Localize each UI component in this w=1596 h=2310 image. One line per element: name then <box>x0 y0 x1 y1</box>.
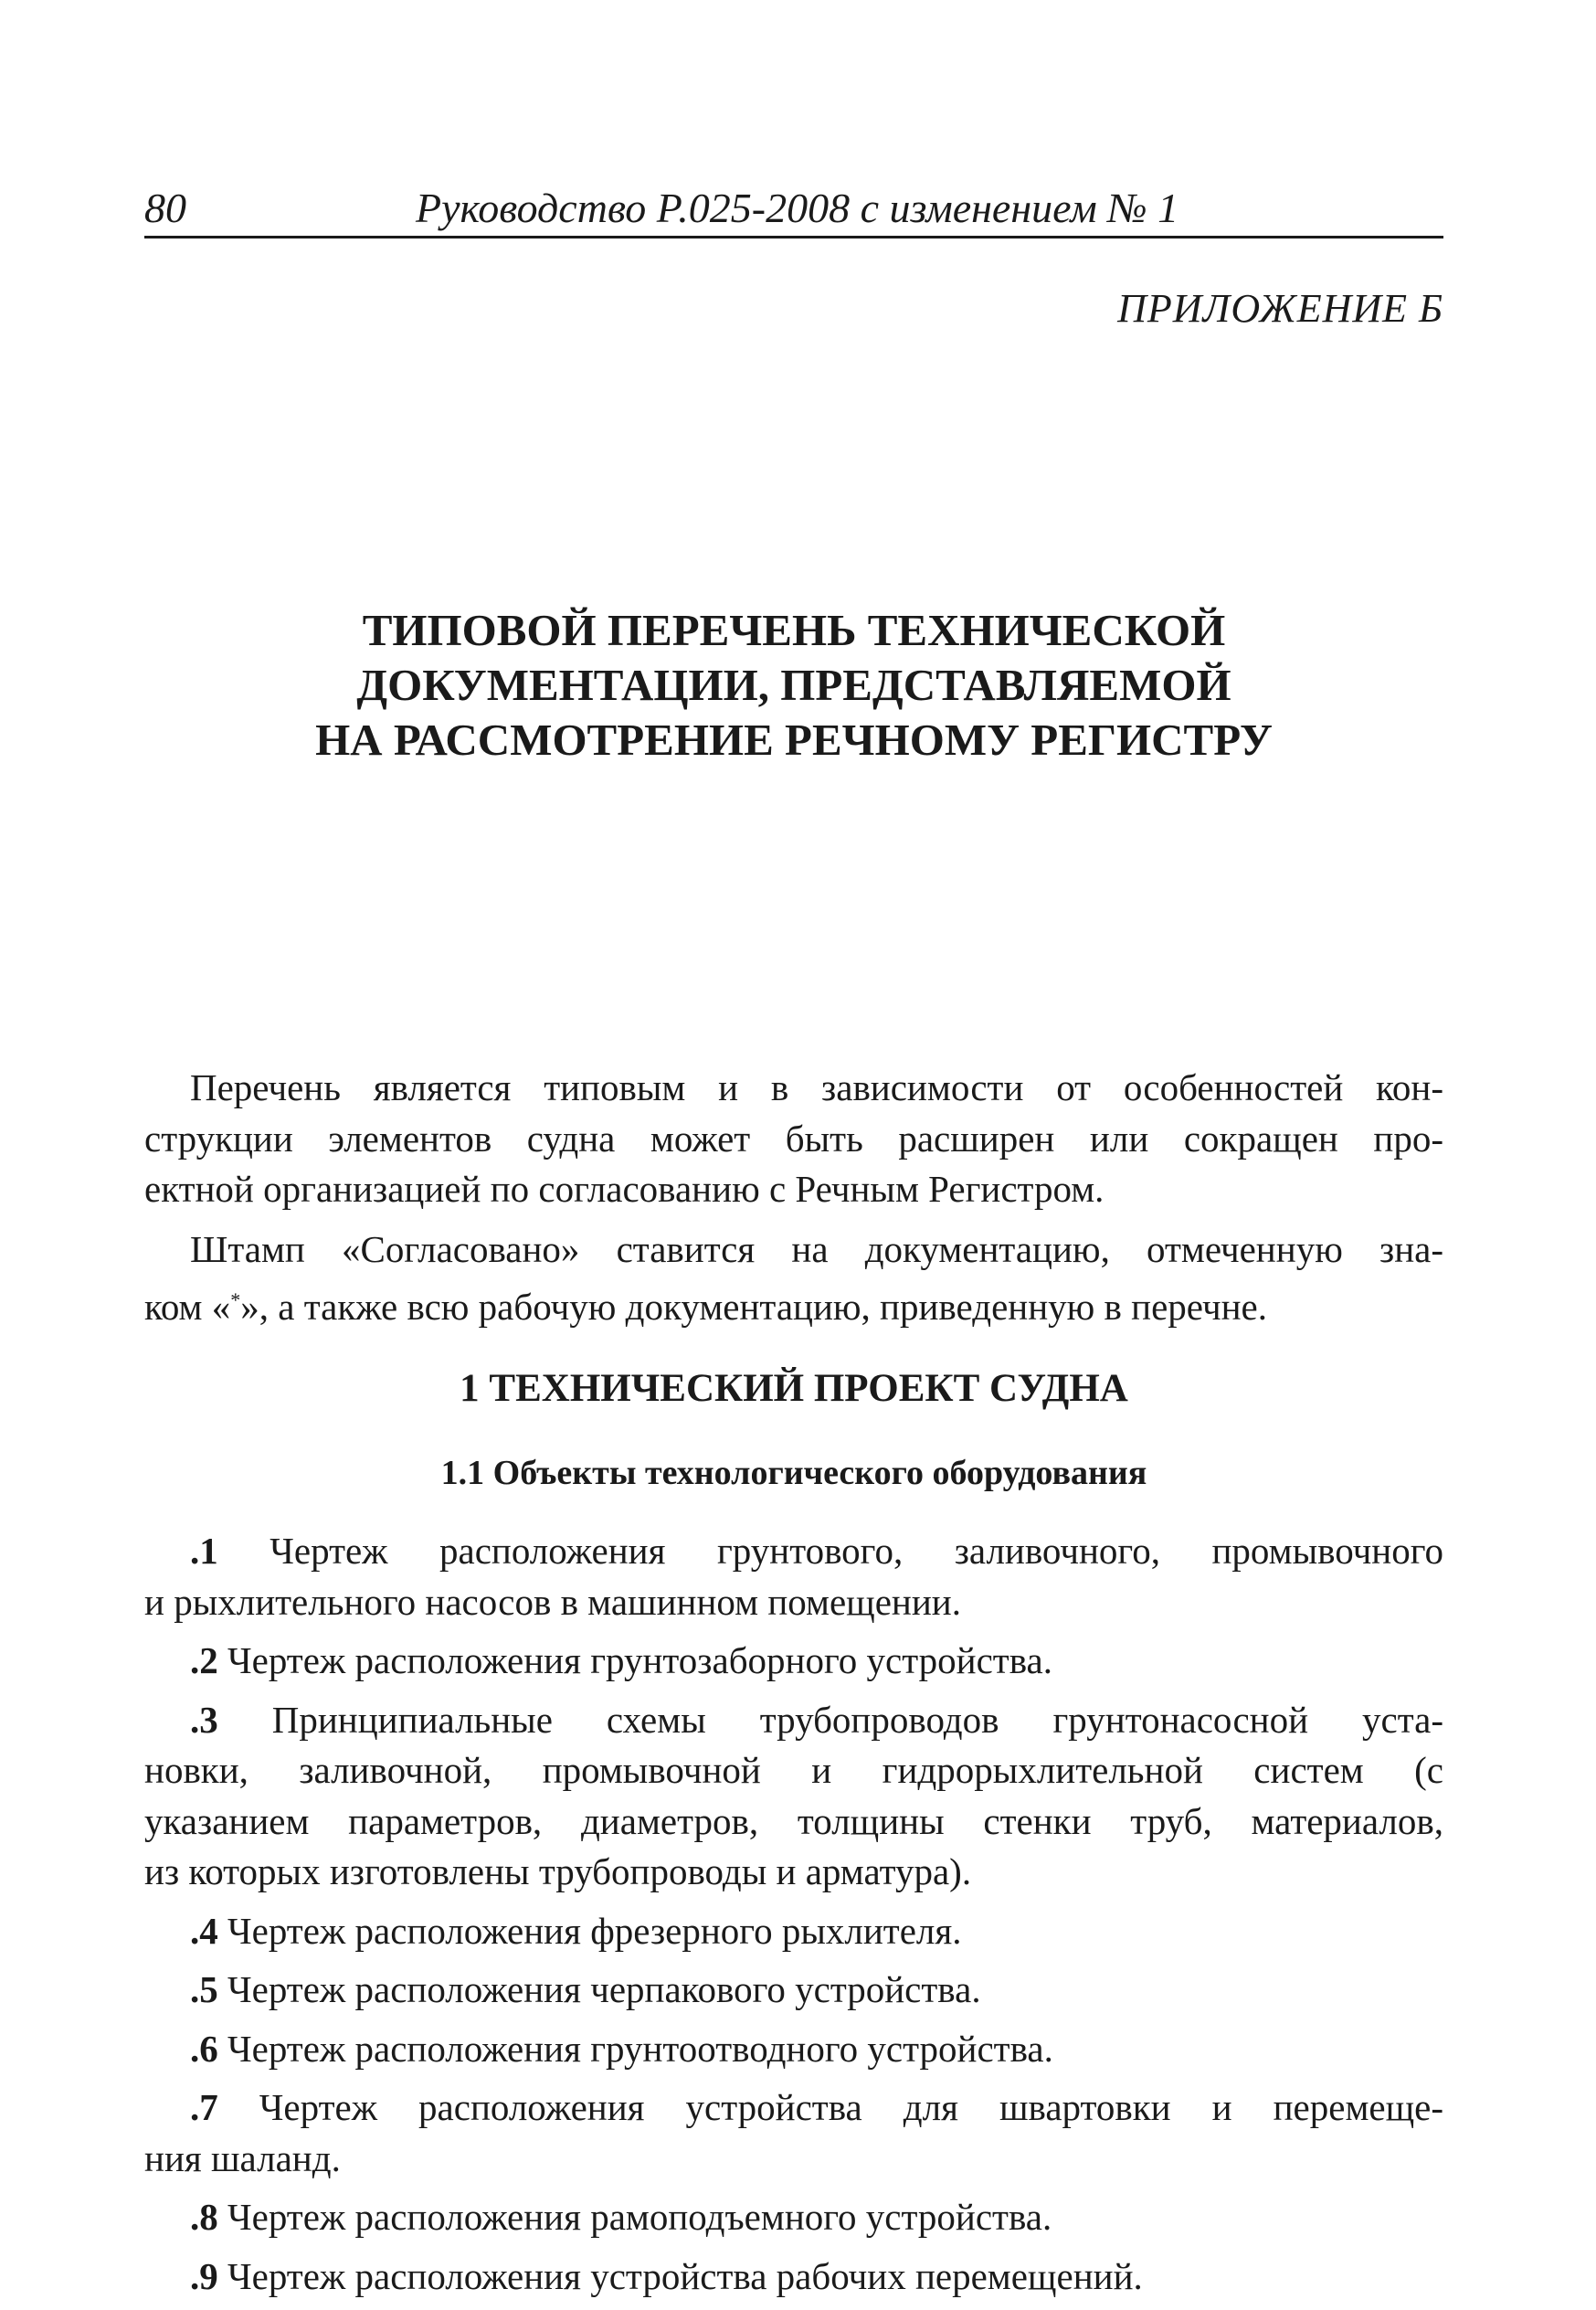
list-item <box>144 1695 1443 1898</box>
appendix-label: ПРИЛОЖЕНИЕ Б <box>1117 286 1443 331</box>
list-item <box>144 2082 1443 2184</box>
requirements-list <box>144 1526 1443 2310</box>
section-heading: 1 ТЕХНИЧЕСКИЙ ПРОЕКТ СУДНА <box>460 1367 1128 1410</box>
list-item-text: Чертеж расположения грунтоотводного устройства. <box>227 2027 1053 2070</box>
list-item-text: и рыхлительного насосов в машинном помещении. <box>144 1580 961 1623</box>
running-header <box>144 181 1443 238</box>
list-item-line <box>144 1695 1443 1746</box>
list-item <box>144 1636 1443 1687</box>
list-item-number: .3 <box>190 1698 218 1741</box>
list-item-text: Чертеж расположения грунтозаборного устройства. <box>227 1639 1052 1681</box>
list-item-number: .8 <box>190 2196 218 2238</box>
asterisk-mark: * <box>230 1288 241 1311</box>
list-item-text: Принципиальные схемы трубопроводов грунтонасосной уста- <box>271 1698 1443 1741</box>
document-title-line: НА РАССМОТРЕНИЕ РЕЧНОМУ РЕГИСТРУ <box>315 715 1273 765</box>
text-line: Перечень является типовым и в зависимости от особенностей кон- <box>190 1066 1443 1108</box>
list-item-number: .5 <box>190 1968 218 2010</box>
list-item-line <box>144 1796 1443 1848</box>
list-item-line <box>144 1847 1443 1898</box>
document-title-line: ТИПОВОЙ ПЕРЕЧЕНЬ ТЕХНИЧЕСКОЙ <box>362 605 1226 655</box>
text-line: струкции элементов судна может быть расширен или сокращен про- <box>144 1117 1443 1160</box>
list-item <box>144 1965 1443 2016</box>
list-item-number: .2 <box>190 1639 218 1681</box>
list-item-text: Чертеж расположения грунтового, заливочного, промывочного <box>270 1530 1444 1572</box>
list-item <box>144 1526 1443 1627</box>
list-item-text: Чертеж расположения устройства для швартовки и перемеще- <box>259 2086 1444 2128</box>
list-item <box>144 1906 1443 1957</box>
list-item-number: .1 <box>190 1530 218 1572</box>
list-item-line <box>144 2134 1443 2185</box>
list-item-line <box>144 1745 1443 1796</box>
intro-paragraph-2 <box>144 1224 1443 1333</box>
page-number: 80 <box>144 185 186 231</box>
list-item-line <box>144 2024 1443 2075</box>
list-item-text: Чертеж расположения фрезерного рыхлителя. <box>227 1909 962 1952</box>
text-fragment: ком « <box>144 1286 231 1328</box>
intro-paragraph-1 <box>144 1063 1443 1215</box>
list-item-number: .4 <box>190 1909 218 1952</box>
list-item-number: .9 <box>190 2254 218 2297</box>
list-item-text: из которых изготовлены трубопроводы и арматура). <box>144 1850 972 1892</box>
list-item-text: Чертеж расположения рамоподъемного устройства. <box>227 2196 1052 2238</box>
list-item-line <box>144 1577 1443 1628</box>
document-title <box>144 603 1443 768</box>
list-item-text: указанием параметров, диаметров, толщины стенки труб, материалов, <box>144 1799 1443 1842</box>
list-item-line <box>144 2082 1443 2134</box>
list-item-text: новки, заливочной, промывочной и гидрорыхлительной систем (с <box>144 1749 1443 1791</box>
text-fragment: », а также всю рабочую документацию, приведенную в перечне. <box>240 1286 1267 1328</box>
list-item-line <box>144 1906 1443 1957</box>
subsection-heading: 1.1 Объекты технологического оборудования <box>440 1454 1147 1492</box>
running-header-title: Руководство Р.025-2008 с изменением № 1 <box>416 185 1179 231</box>
list-item <box>144 2024 1443 2075</box>
list-item-line <box>144 1526 1443 1577</box>
list-item-line <box>144 1636 1443 1687</box>
intro-text <box>144 1063 1443 1342</box>
list-item-line <box>144 2252 1443 2303</box>
list-item-line <box>144 2192 1443 2243</box>
text-line: ектной организацией по согласованию с Речным Регистром. <box>144 1168 1105 1210</box>
list-item <box>144 2252 1443 2303</box>
list-item-text: Чертеж расположения устройства рабочих перемещений. <box>227 2254 1143 2297</box>
text-line: Штамп «Согласовано» ставится на документацию, отмеченную зна- <box>190 1227 1443 1270</box>
list-item-text: ния шаланд. <box>144 2136 341 2179</box>
list-item-line <box>144 1965 1443 2016</box>
text-line <box>144 1275 1443 1333</box>
list-item <box>144 2192 1443 2243</box>
list-item-number: .6 <box>190 2027 218 2070</box>
list-item-number: .7 <box>190 2086 218 2128</box>
document-title-line: ДОКУМЕНТАЦИИ, ПРЕДСТАВЛЯЕМОЙ <box>356 660 1231 710</box>
list-item-text: Чертеж расположения черпакового устройства. <box>227 1968 981 2010</box>
